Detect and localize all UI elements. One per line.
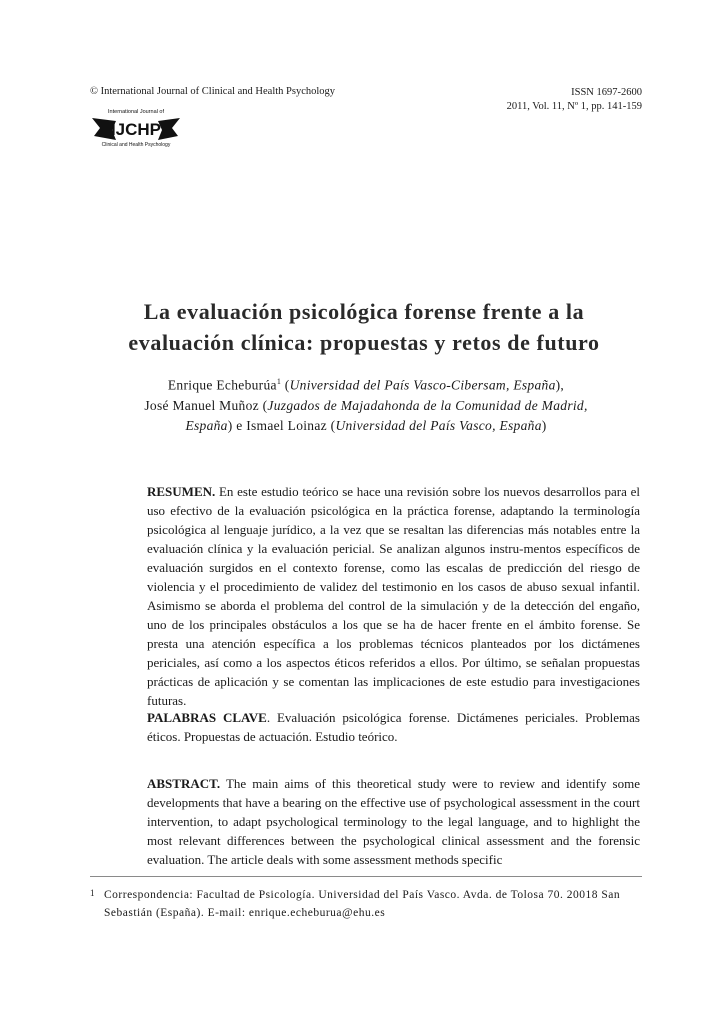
abstract-label: ABSTRACT. [147, 776, 221, 791]
issn: ISSN 1697-2600 [571, 87, 642, 98]
author-2-name: José Manuel Muñoz [144, 397, 259, 413]
author-line-3: España) e Ismael Loinaz (Universidad del País Vasco, España) [185, 417, 547, 433]
journal-logo [88, 104, 184, 150]
keywords-paragraph [147, 708, 640, 746]
author-2-affiliation-part1: Juzgados de Majadahonda de la Comunidad de Madrid, [267, 397, 588, 413]
logo-main-text: IJCHP [110, 120, 162, 139]
article-title [90, 296, 638, 358]
abstract-text: The main aims of this theoretical study were to review and identify some developments that have a bearing on the effective use of psychological assessment in the court intervention, to adapt psychological terminology to the legal language, and to highlight the most relevant differences between the psychological clinical assessment and the forensic evaluation. The article deals with some assessment methods specific [147, 776, 640, 867]
logo-small-text: International Journal of [108, 109, 164, 115]
logo-right-wing [158, 118, 180, 140]
author-list [96, 372, 636, 436]
keywords-text: . Evaluación psicológica forense. Dictámenes periciales. Problemas éticos. Propuestas de actuación. Estudio teórico. [147, 710, 640, 744]
title-line-1: La evaluación psicológica forense frente a la [143, 299, 585, 324]
keywords-label: PALABRAS CLAVE [147, 710, 267, 725]
author-connector: e [232, 417, 247, 433]
issn-citation [507, 86, 642, 114]
author-1-footnote-mark: 1 [276, 377, 282, 386]
resumen-label: RESUMEN. [147, 484, 216, 499]
resumen-text: En este estudio teórico se hace una revisión sobre los nuevos desarrollos para el uso efectivo de la evaluación psicológica en la práctica forense, adaptando la terminología psicológica al lenguaje jurídico, a la vez que se resaltan las diferencias más notables entre la evaluación clínica y la evaluación pericial. Se analizan algunos instru-mentos específicos de evaluación surgidos en el contexto forense, como las escalas de predicción del riesgo de violencia y el procedimiento de validez del testimonio en los casos de abuso sexual infantil. Asimismo se aborda el problema del control de la simulación y de la detección del engaño, uno de los principales obstáculos a los que se ha de hacer frente en el ámbito forense. Se presta una atención específica a los problemas técnicos planteados por los dictámenes periciales, así como a los aspectos éticos referidos a ellos. Por último, se señalan propuestas prácticas de aplicación y se comentan las implicaciones de este estudio para investigaciones futuras. [147, 484, 640, 708]
volume-citation: 2011, Vol. 11, Nº 1, pp. 141-159 [506, 101, 642, 112]
author-1-name: Enrique Echeburúa [167, 377, 277, 393]
footnote-mark: 1 [90, 888, 95, 898]
footnote-text: Correspondencia: Facultad de Psicología. Universidad del País Vasco. Avda. de Tolosa 70. 20018 San Sebastián (España). E-mail: enrique.echeburua@ehu.es [104, 889, 621, 919]
footnote-divider [90, 876, 642, 877]
resumen-paragraph [147, 482, 640, 710]
author-line-2: José Manuel Muñoz (Juzgados de Majadahonda de la Comunidad de Madrid, [144, 397, 588, 413]
abstract-paragraph [147, 774, 640, 869]
logo-bottom-text: Clinical and Health Psychology [101, 142, 171, 148]
title-line-2: evaluación clínica: propuestas y retos de futuro [128, 330, 600, 355]
author-2-affiliation-part2: España [185, 417, 228, 433]
footnote [90, 886, 642, 922]
author-line-1: Enrique Echeburúa$^1$ (Universidad del País Vasco-Cibersam, España), [167, 377, 565, 393]
author-3-affiliation: Universidad del País Vasco, España [335, 417, 542, 433]
author-3-name: Ismael Loinaz [246, 417, 327, 433]
journal-copyright: © International Journal of Clinical and Health Psychology [90, 86, 336, 97]
author-1-affiliation: Universidad del País Vasco-Cibersam, España [289, 377, 556, 393]
